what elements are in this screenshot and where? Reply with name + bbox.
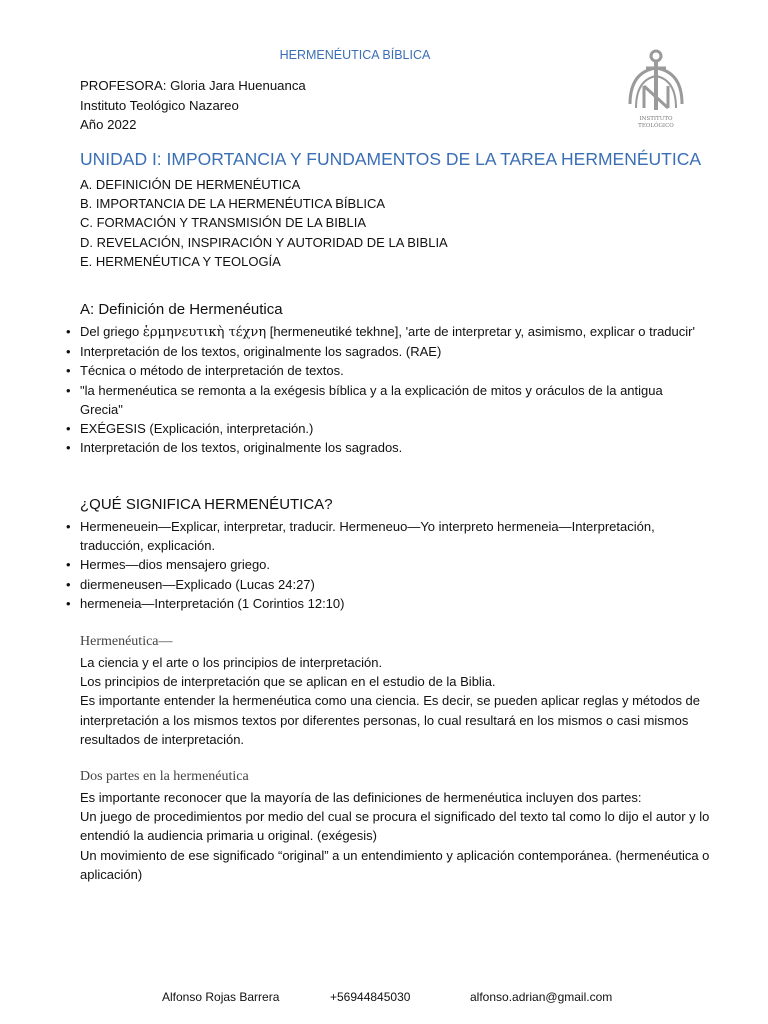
bullet-item: • hermeneia—Interpretación (1 Corintios 12:10) — [66, 594, 706, 613]
professor-line: PROFESORA: Gloria Jara Huenuanca — [80, 78, 306, 93]
logo-text-line2: TEOLÓGICO — [638, 123, 674, 129]
toc-item: D. REVELACIÓN, INSPIRACIÓN Y AUTORIDAD DE LA BIBLIA — [80, 234, 448, 250]
paragraph-line: Es importante reconocer que la mayoría de las definiciones de hermenéutica incluyen dos partes: — [80, 790, 642, 805]
toc-item: B. IMPORTANCIA DE LA HERMENÉUTICA BÍBLICA — [80, 196, 386, 212]
bullet-item: • EXÉGESIS (Explicación, interpretación.) — [66, 419, 706, 438]
unit-title: UNIDAD I: IMPORTANCIA Y FUNDAMENTOS DE LA TAREA HERMENÉUTICA — [80, 149, 702, 169]
paragraph-line: Es importante entender la hermenéutica como una ciencia. Es decir, se pueden aplicar reglas y métodos de interpretación a los mismos textos por diferentes personas, lo cual resultará en los mismos o casi mismos resultados de interpretación. — [80, 693, 701, 747]
hermeneutica-paragraph — [80, 653, 710, 749]
document-header-title: HERMENÉUTICA BÍBLICA — [279, 48, 431, 62]
year-line: Año 2022 — [80, 117, 137, 132]
toc-item: C. FORMACIÓN Y TRANSMISIÓN DE LA BIBLIA — [80, 215, 367, 231]
greek-term: ἑρμηνευτικὴ τέχνη — [142, 325, 267, 340]
document-meta — [80, 76, 306, 135]
unit-table-of-contents — [80, 175, 448, 271]
logo-text-line1: INSTITUTO — [639, 116, 673, 122]
paragraph-line: Un movimiento de ese significado “original” a un entendimiento y aplicación contemporánea. (hermenéutica o aplicación) — [80, 847, 710, 882]
bullet-item: • Hermes—dios mensajero griego. — [66, 555, 706, 574]
bullet-item — [66, 322, 706, 342]
paragraph-line: Los principios de interpretación que se aplican en el estudio de la Biblia. — [80, 674, 496, 690]
institute-emblem-icon — [622, 46, 690, 136]
bullet-item: • Interpretación de los textos, originalmente los sagrados. — [66, 438, 706, 457]
toc-item: A. DEFINICIÓN DE HERMENÉUTICA — [80, 177, 301, 192]
bullet-item: • "la hermenéutica se remonta a la exégesis bíblica y a la explicación de mitos y oráculos de la antigua Grecia" — [66, 381, 706, 419]
toc-item: E. HERMENÉUTICA Y TEOLOGÍA — [80, 253, 281, 269]
dos-partes-paragraph — [80, 788, 710, 884]
institute-line: Instituto Teológico Nazareo — [80, 97, 239, 113]
section-a-bullet-list — [66, 322, 706, 457]
paragraph-line: La ciencia y el arte o los principios de interpretación. — [80, 655, 383, 670]
hermeneutica-heading: Hermenéutica— — [80, 634, 173, 649]
bullet-item: • diermeneusen—Explicado (Lucas 24:27) — [66, 575, 706, 594]
footer-email: alfonso.adrian@gmail.com — [470, 990, 613, 1004]
paragraph-line: Un juego de procedimientos por medio del cual se procura el significado del texto tal como lo dijo el autor y lo entendió la audiencia primaria u original. (exégesis) — [80, 809, 710, 844]
bullet-item: • Interpretación de los textos, originalmente los sagrados. (RAE) — [66, 342, 706, 361]
footer-phone: +56944845030 — [330, 990, 411, 1004]
bullet-item: • Hermeneuein—Explicar, interpretar, traducir. Hermeneuo—Yo interpreto hermeneia—Interpretación, traducción, explicación. — [66, 517, 706, 555]
institute-logo — [622, 46, 690, 136]
bullet-item: • Técnica o método de interpretación de textos. — [66, 361, 706, 380]
bullet-text: [hermeneutiké tekhne], 'arte de interpretar y, asimismo, explicar o traducir' — [266, 324, 695, 339]
section-question-heading: ¿QUÉ SIGNIFICA HERMENÉUTICA? — [80, 496, 333, 513]
section-a-heading: A: Definición de Hermenéutica — [80, 301, 283, 318]
bullet-text: Del griego — [80, 324, 143, 339]
footer-name: Alfonso Rojas Barrera — [162, 990, 280, 1004]
section-question-bullet-list — [66, 517, 706, 613]
dos-partes-heading: Dos partes en la hermenéutica — [80, 769, 249, 784]
